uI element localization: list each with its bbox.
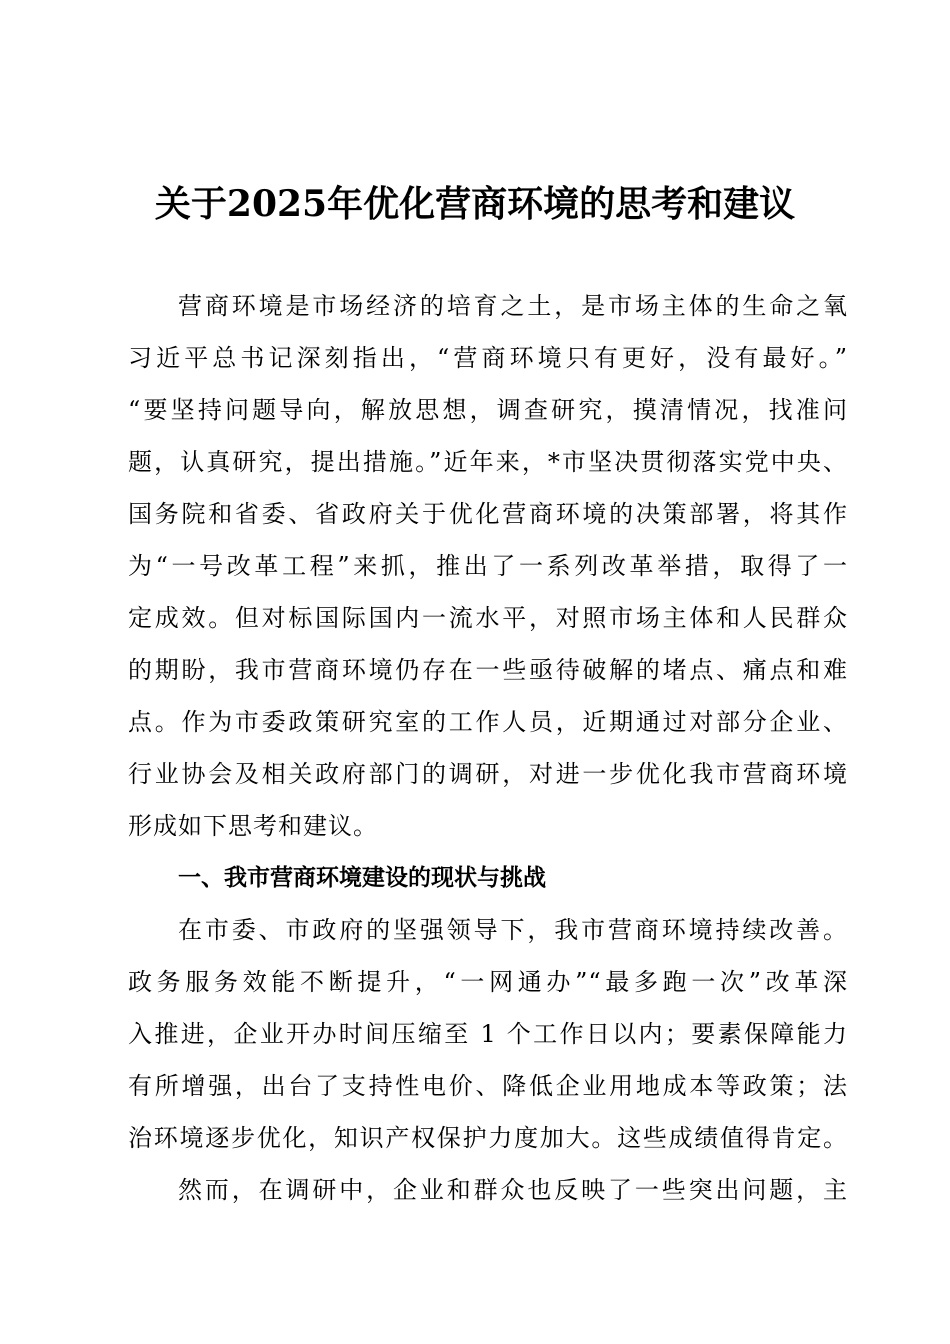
paragraph-line: 入推进，企业开办时间压缩至 1 个工作日以内；要素保障能力 bbox=[128, 1020, 848, 1048]
paragraph-line: 国务院和省委、省政府关于优化营商环境的决策部署，将其作 bbox=[128, 500, 848, 528]
paragraph-line: 为“一号改革工程”来抓，推出了一系列改革举措，取得了一 bbox=[128, 552, 848, 580]
paragraph-line: 的期盼，我市营商环境仍存在一些亟待破解的堵点、痛点和难 bbox=[128, 656, 848, 684]
paragraph-line: 在市委、市政府的坚强领导下，我市营商环境持续改善。 bbox=[178, 916, 848, 944]
paragraph-line: “要坚持问题导向，解放思想，调查研究，摸清情况，找准问 bbox=[128, 396, 848, 424]
paragraph-line: 治环境逐步优化，知识产权保护力度加大。这些成绩值得肯定。 bbox=[128, 1124, 848, 1152]
paragraph-line: 然而，在调研中，企业和群众也反映了一些突出问题，主 bbox=[178, 1176, 848, 1204]
paragraph-line: 有所增强，出台了支持性电价、降低企业用地成本等政策；法 bbox=[128, 1072, 848, 1100]
paragraph-line: 题，认真研究，提出措施。”近年来，*市坚决贯彻落实党中央、 bbox=[128, 448, 848, 476]
document-title: 关于2025年优化营商环境的思考和建议 bbox=[154, 183, 796, 225]
paragraph-line: 定成效。但对标国际国内一流水平，对照市场主体和人民群众 bbox=[128, 604, 848, 632]
paragraph-line: 政务服务效能不断提升，“一网通办”“最多跑一次”改革深 bbox=[128, 968, 848, 996]
paragraph-line: 营商环境是市场经济的培育之土，是市场主体的生命之氧 bbox=[178, 292, 848, 320]
paragraph-line: 点。作为市委政策研究室的工作人员，近期通过对部分企业、 bbox=[128, 708, 848, 736]
paragraph-line: 行业协会及相关政府部门的调研，对进一步优化我市营商环境 bbox=[128, 760, 848, 788]
document-body bbox=[128, 280, 848, 1216]
paragraph-line: 形成如下思考和建议。 bbox=[128, 812, 378, 840]
section-heading: 一、我市营商环境建设的现状与挑战 bbox=[178, 865, 546, 891]
paragraph-line: 习近平总书记深刻指出，“营商环境只有更好，没有最好。” bbox=[128, 344, 848, 372]
